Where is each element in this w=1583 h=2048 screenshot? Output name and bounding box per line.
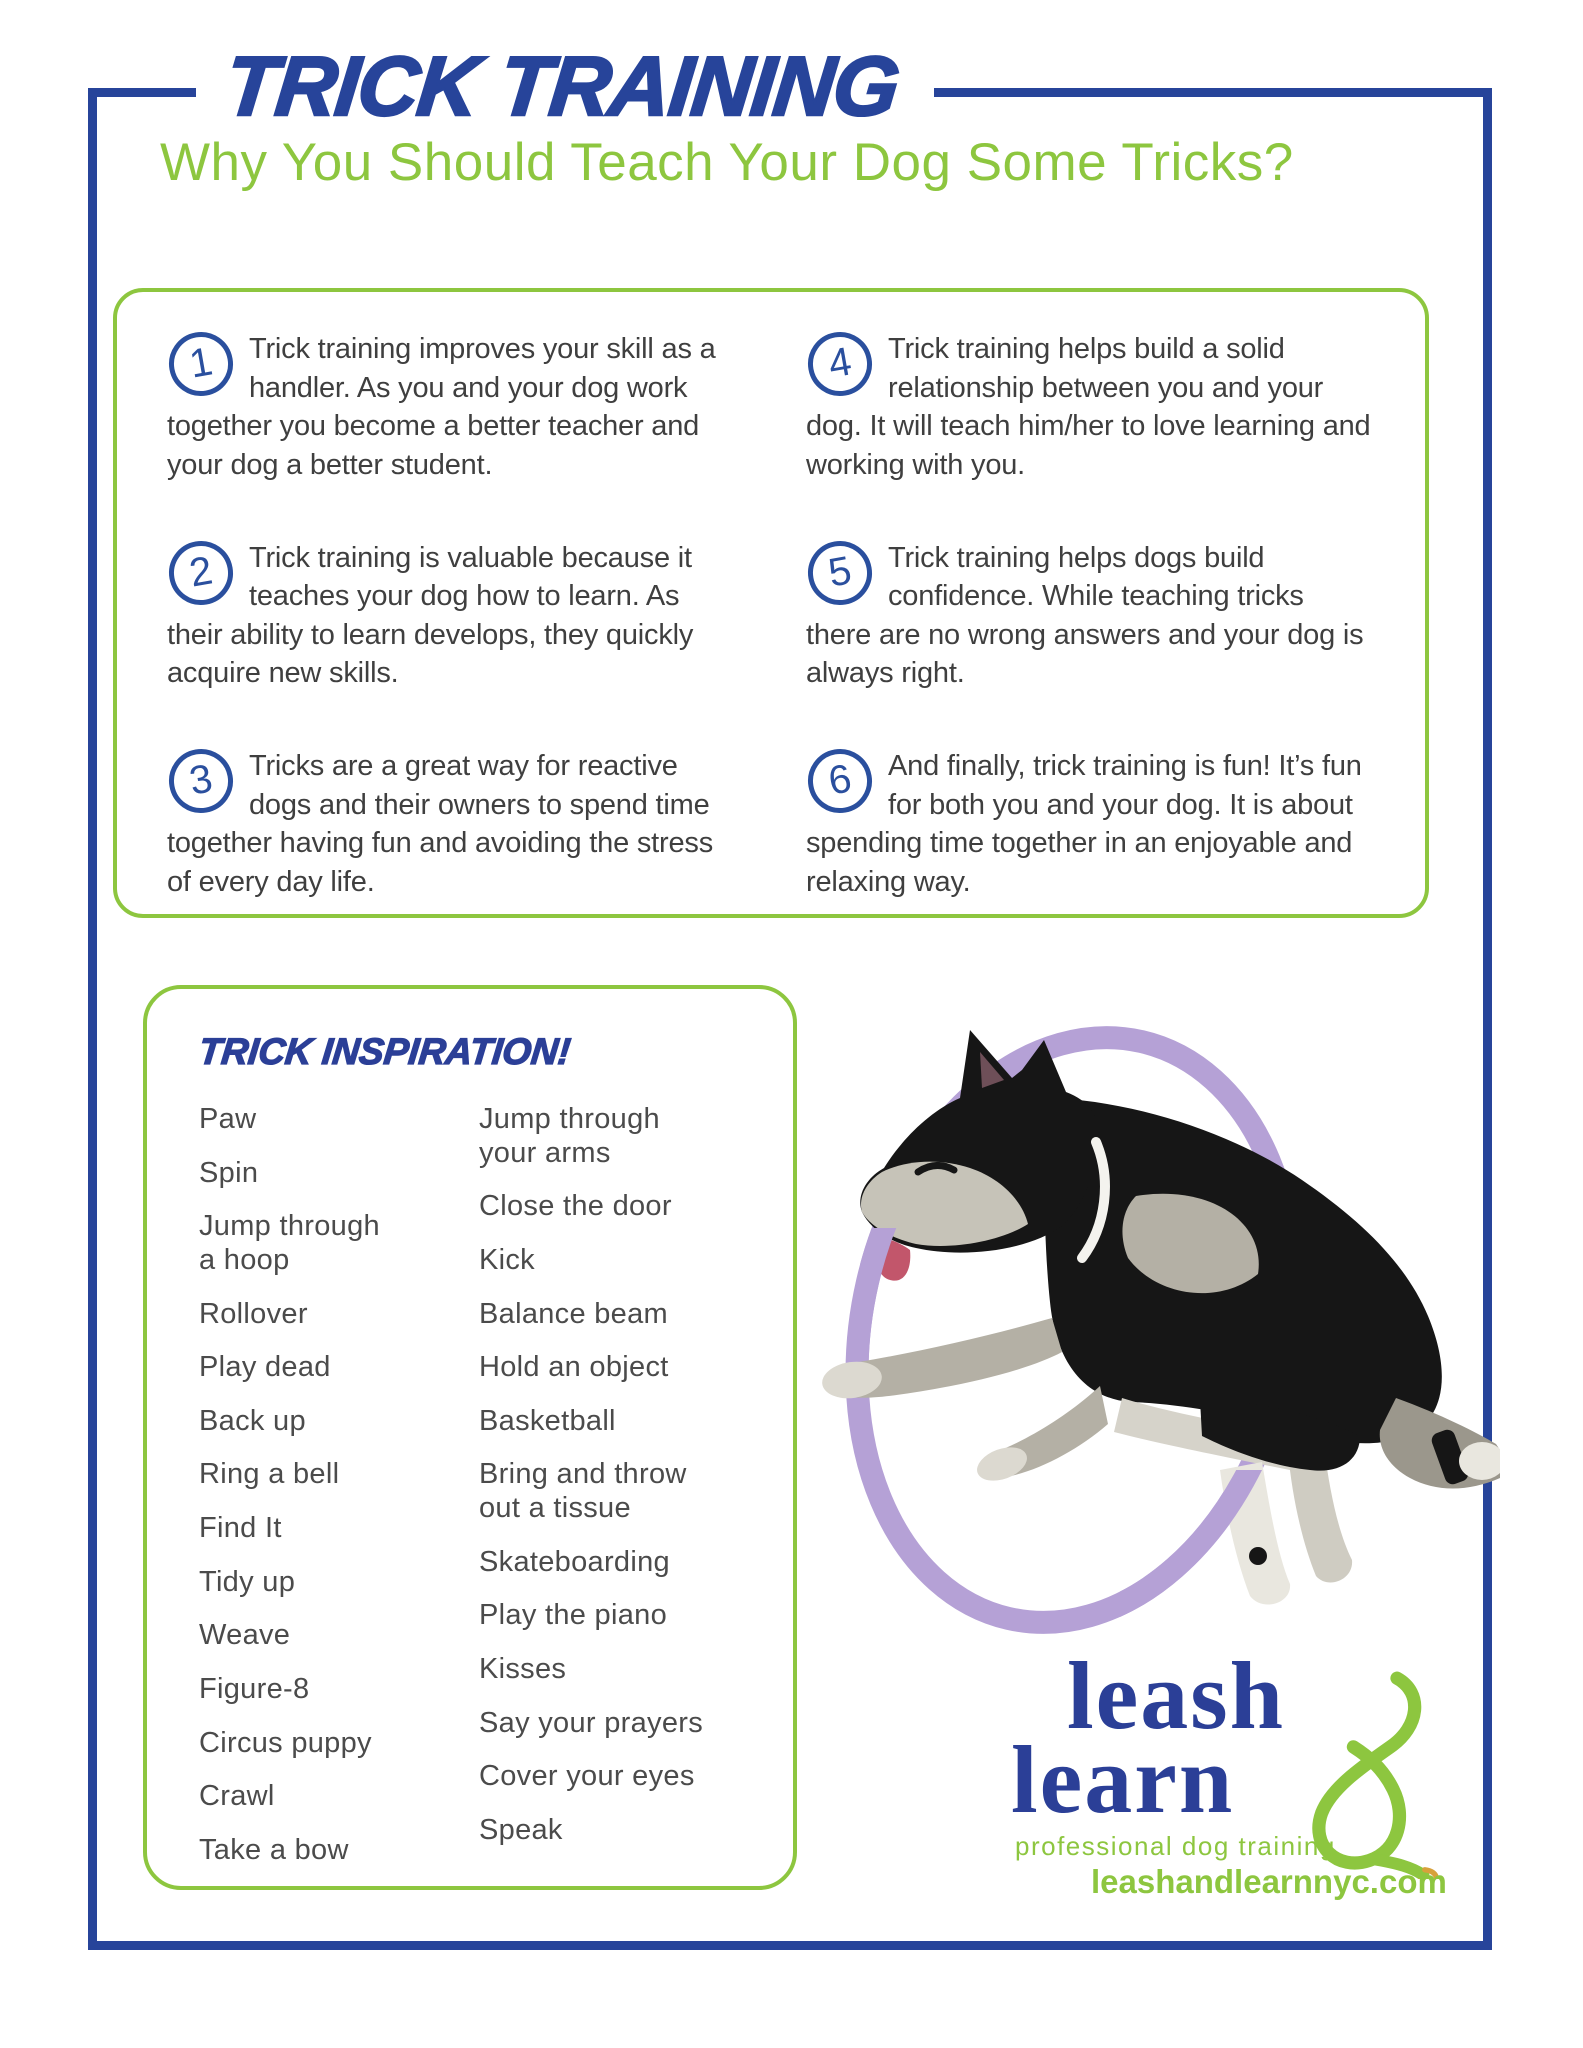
reason-item [806,539,1375,706]
reason-item [167,330,736,497]
logo-word-leash: leash [1067,1642,1286,1749]
trick-list-column-2 [479,1103,719,1887]
reason-number-badge [164,327,238,401]
trick-item: Close the door [479,1190,672,1223]
logo-tagline: professional dog training [1015,1831,1336,1861]
reason-number: 4 [825,339,855,387]
trick-item: Back up [199,1404,306,1437]
trick-list-column-1 [199,1103,394,1887]
trick-columns [199,1103,793,1887]
trick-item: Crawl [199,1780,275,1813]
trick-item: Speak [479,1813,563,1846]
reason-text: Trick training is valuable because it teaches your dog how to learn. As their ability to learn develops, they quickly acquire new skills. [167,541,694,690]
trick-item: Cover your eyes [479,1760,695,1793]
trick-item: Rollover [199,1297,308,1330]
trick-item: Skateboarding [479,1545,670,1578]
reason-item [806,747,1375,914]
trick-item: Circus puppy [199,1726,372,1759]
husky-hoop-illustration [800,1000,1500,1640]
logo-word-learn: learn [1011,1726,1235,1833]
trick-item: Basketball [479,1404,616,1437]
trick-item: Jump through your arms [479,1103,660,1169]
reason-item [167,539,736,706]
reason-number-badge [803,327,877,401]
reason-number-badge [803,536,877,610]
trick-item: Kick [479,1243,535,1276]
reason-number: 2 [186,548,216,596]
trick-item: Bring and throw out a tissue [479,1458,687,1524]
trick-item: Spin [199,1156,259,1189]
trick-item: Take a bow [199,1833,349,1866]
reason-number: 5 [825,548,855,596]
reason-item [806,330,1375,497]
trick-item: Jump through a hoop [199,1210,380,1276]
trick-item: Find It [199,1512,282,1544]
trick-item: Kisses [479,1652,567,1685]
reason-number: 3 [186,757,216,805]
reasons-box [113,288,1429,918]
page-title: TRICK TRAINING [221,39,903,133]
trick-item: Weave [199,1619,291,1652]
trick-item: Figure-8 [199,1672,310,1705]
trick-item: Say your prayers [479,1706,703,1739]
trick-item: Paw [199,1103,257,1135]
reason-number-badge [164,536,238,610]
trick-item: Balance beam [479,1297,668,1330]
trick-item: Ring a bell [199,1458,340,1491]
reason-number-badge [803,744,877,818]
trick-item: Play the piano [479,1599,667,1632]
inspiration-heading: TRICK INSPIRATION! [196,1031,573,1072]
trick-item: Hold an object [479,1351,669,1384]
page-subtitle: Why You Should Teach Your Dog Some Tricks? [160,133,1294,192]
reason-text: Tricks are a great way for reactive dogs and their owners to spend time together having fun and avoiding the stress of every day life. [167,750,713,899]
trick-item: Play dead [199,1351,331,1384]
reason-text: Trick training helps dogs build confidence. While teaching tricks there are no wrong answers and your dog is always right. [806,541,1364,690]
leash-and-learn-logo [1005,1642,1465,1910]
reason-text: Trick training improves your skill as a handler. As you and your dog work together you become a better teacher and your dog a better student. [167,333,716,481]
reason-text: And finally, trick training is fun! It’s fun for both you and your dog. It is about spending time together in an enjoyable and relaxing way. [806,750,1362,899]
logo-website: leashandlearnnyc.com [1091,1863,1447,1900]
reason-number-badge [164,744,238,818]
reason-text: Trick training helps build a solid relationship between you and your dog. It will teach him/her to love learning and working with you. [806,333,1371,481]
trick-item: Tidy up [199,1565,296,1598]
reason-item [167,747,736,914]
reason-number: 6 [825,757,855,805]
inspiration-box [143,985,797,1890]
reason-number: 1 [186,339,216,387]
